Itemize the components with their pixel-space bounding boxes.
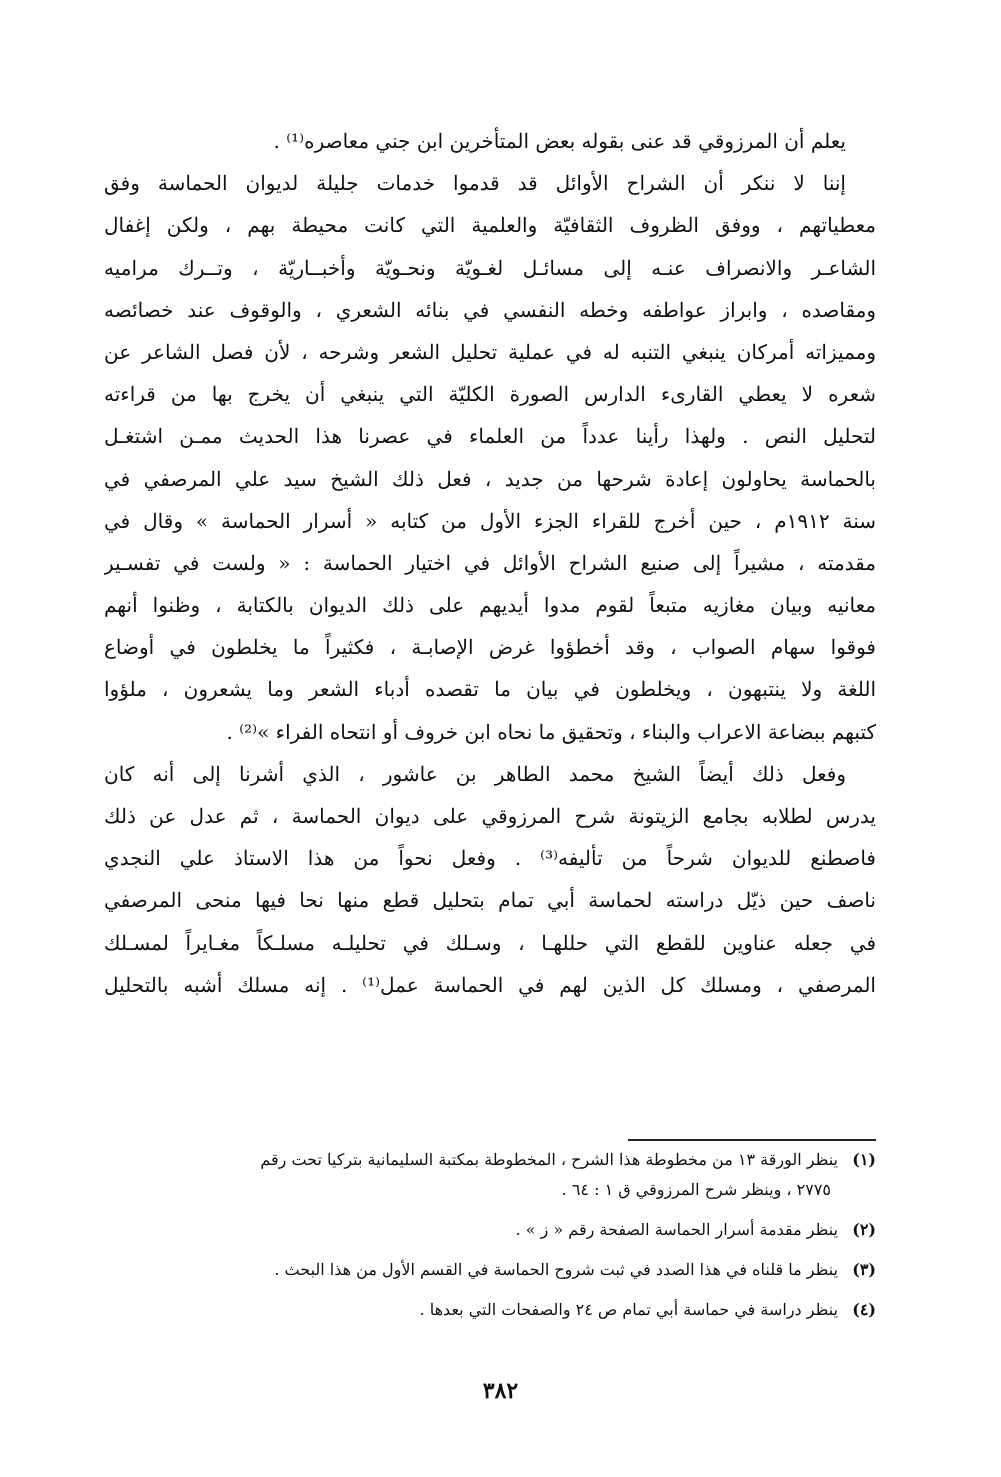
footnote-2 (104, 1215, 876, 1245)
text-line: المرصفي ، ومسلك كل الذين لهم في الحماسة عمل⁽¹⁾ . إنه مسلك أشبه بالتحليل (104, 972, 876, 997)
footnote-text: ينظر مقدمة أسرار الحماسة الصفحة رقم « ز » . (515, 1220, 838, 1239)
footnote-text: ينظر دراسة في حماسة أبي تمام ص ٢٤ والصفحات التي بعدها . (419, 1300, 838, 1319)
main-text (104, 120, 876, 1006)
text-line: بالحماسة يحاولون إعادة شرحها من جديد ، فعل ذلك الشيخ سيد علي المرصفي في (104, 466, 876, 491)
text-line: ومقاصده ، وابراز عواطفه وخطه النفسي في بنائه الشعري ، والوقوف عند خصائصه (104, 297, 876, 322)
footnote-1-continuation: ٢٧٧٥ ، وينظر شرح المرزوقي ق ١ : ٦٤ . (561, 1180, 831, 1199)
footnote-3 (104, 1255, 876, 1285)
text-line: سنة ١٩١٢م ، حين أخرج للقراء الجزء الأول من كتابه « أسرار الحماسة » وقال في (104, 508, 876, 533)
text-line: في جعله عناوين للقطع التي حللهـا ، وسـلك في تحليلـه مسلـكاً مغـايراً لمسـلك (104, 930, 876, 955)
text-line: كتبهم ببضاعة الاعراب والبناء ، وتحقيق ما نحاه ابن خروف أو انتحاه الفراء »⁽²⁾ . (226, 719, 876, 744)
text-line: معطياتهم ، ووفق الظروف الثقافيّة والعلمية التي كانت محيطة بهم ، ولكن إغفال (104, 213, 876, 238)
footnote-number: (٣) (852, 1260, 876, 1279)
footnote-1 (104, 1145, 876, 1175)
footnote-text: ينظر الورقة ١٣ من مخطوطة هذا الشرح ، المخطوطة بمكتبة السليمانية بتركيا تحت رقم (260, 1150, 838, 1169)
text-line: الشاعـر والانصراف عنـه إلى مسائـل لغـويّة ونحـويّة وأخبــاريّة ، وتــرك مراميه (104, 255, 876, 280)
text-line: اللغة ولا ينتبهون ، ويخلطون في بيان ما تقصده أدباء الشعر وما يشعرون ، ملؤوا (104, 677, 876, 702)
footnotes (104, 1145, 876, 1325)
text-line: ومميزاته أمركان ينبغي التنبه له في عملية تحليل الشعر وشرحه ، لأن فصل الشاعر عن (104, 339, 876, 364)
text-line: ناصف حين ذيّل دراسته لحماسة أبي تمام بتحليل قطع منها نحا فيها منحى المرصفي (104, 888, 876, 913)
footnote-text: ينظر ما قلناه في هذا الصدد في ثبت شروح الحماسة في القسم الأول من هذا البحث . (274, 1260, 838, 1279)
footnote-4 (104, 1295, 876, 1325)
text-line: يدرس لطلابه بجامع الزيتونة شرح المرزوقي على ديوان الحماسة ، ثم عدل عن ذلك (104, 804, 876, 828)
text-line: إننا لا ننكر أن الشراح الأوائل قد قدموا خدمات جليلة لديوان الحماسة وفق (104, 171, 846, 196)
page-number: ٣٨٢ (482, 1378, 519, 1404)
text-line: لتحليل النص . ولهذا رأينا عدداً من العلماء في عصرنا هذا الحديث ممـن اشتغـل (104, 424, 876, 449)
footnote-number: (١) (852, 1150, 876, 1169)
footnote-number: (٤) (852, 1300, 876, 1319)
text-line: مقدمته ، مشيراً إلى صنيع الشراح الأوائل في اختيار الحماسة : « ولست في تفسـير (104, 550, 876, 575)
footnote-number: (٢) (852, 1220, 876, 1239)
text-line: شعره لا يعطي القارىء الدارس الصورة الكليّة التي ينبغي أن يخرج بها من قراءته (104, 382, 876, 407)
text-line: معانيه وبيان مغازيه متبعاً لقوم مدوا أيديهم على ذلك الديوان بالكتابة ، وظنوا أنهم (104, 593, 876, 618)
text-line: وفعل ذلك أيضاً الشيخ محمد الطاهر بن عاشور ، الذي أشرنا إلى أنه كان (104, 761, 846, 786)
text-line: يعلم أن المرزوقي قد عنى بقوله بعض المتأخرين ابن جني معاصره⁽¹⁾ . (273, 129, 846, 153)
footnote-separator (628, 1139, 876, 1141)
text-line: فوقوا سهام الصواب ، وقد أخطؤوا غرض الإصابـة ، فكثيراً ما يخلطون في أوضاع (104, 635, 876, 660)
text-line: فاصطنع للديوان شرحاً من تأليفه⁽³⁾ . وفعل نحواً من هذا الاستاذ علي النجدي (104, 846, 876, 871)
